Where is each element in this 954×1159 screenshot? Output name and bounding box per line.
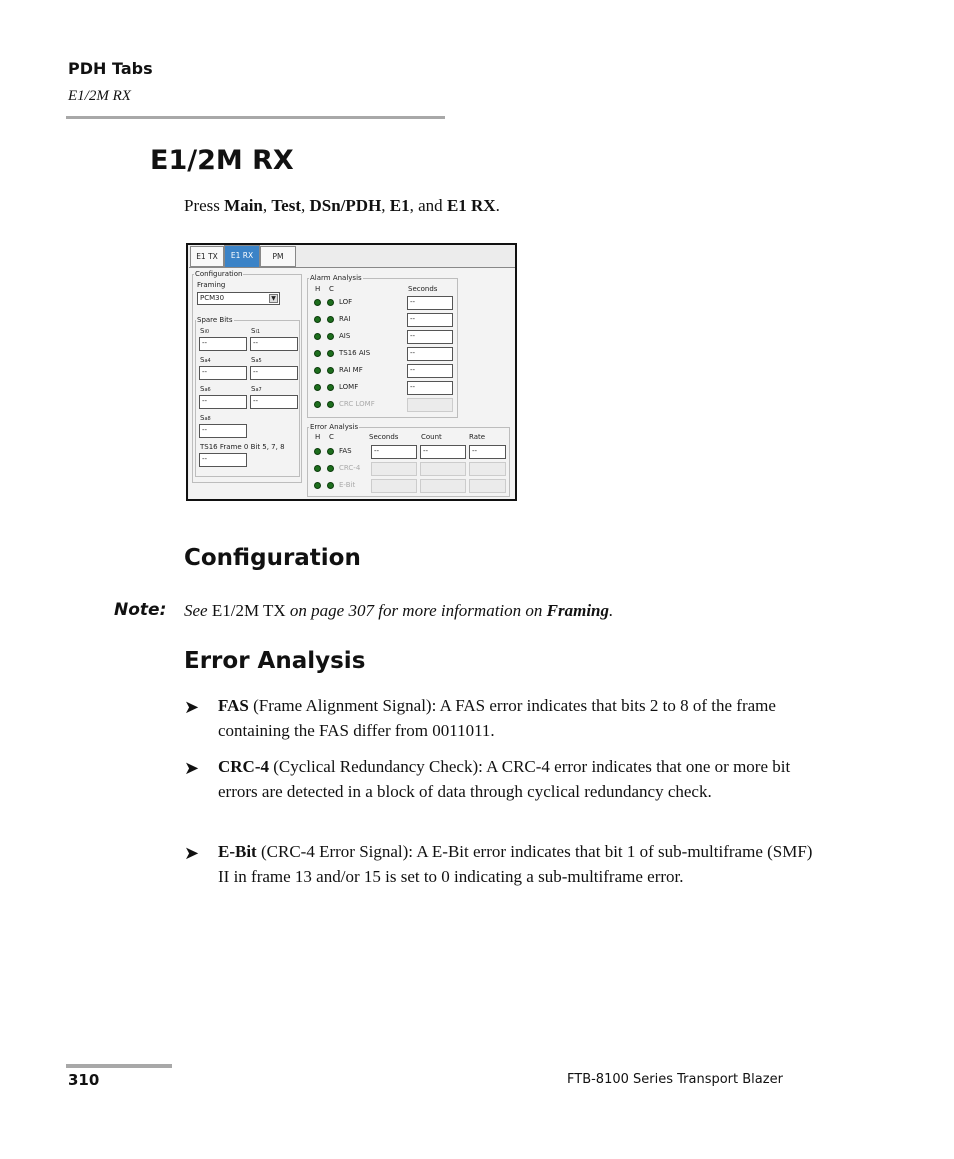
alarm-seconds-field: -- [407, 381, 453, 395]
alarm-name: LOF [339, 298, 353, 306]
intro-item-e1rx: E1 RX [446, 196, 496, 215]
error-count-field [420, 462, 466, 476]
framing-value: PCM30 [200, 294, 225, 302]
spare-bit-label: Sa8 [200, 414, 211, 422]
spare-bit-sa6-field[interactable]: -- [199, 395, 247, 409]
alarm-name: AIS [339, 332, 351, 340]
error-history-led [314, 482, 321, 489]
intro-sep: , [381, 196, 390, 215]
error-count-field: -- [420, 445, 466, 459]
chevron-down-icon[interactable]: ▼ [269, 294, 278, 303]
note-label: Note: [114, 600, 167, 620]
alarm-history-led [314, 350, 321, 357]
error-seconds-field [371, 462, 417, 476]
error-col-h: H [315, 433, 321, 441]
bullet-term: E-Bit [218, 842, 257, 861]
error-current-led [327, 448, 334, 455]
intro-and: , and [409, 196, 447, 215]
intro-end: . [495, 196, 500, 215]
configuration-group-label: Configuration [195, 270, 243, 278]
alarm-history-led [314, 333, 321, 340]
error-name: CRC-4 [339, 464, 361, 472]
spare-bit-label: Sa7 [251, 385, 262, 393]
intro-paragraph [184, 196, 500, 216]
framing-label: Framing [197, 281, 226, 289]
spare-bit-label: Sa5 [251, 356, 262, 364]
intro-sep: , [262, 196, 272, 215]
alarm-name: TS16 AIS [339, 349, 371, 357]
alarm-history-led [314, 367, 321, 374]
intro-press: Press [184, 196, 225, 215]
error-seconds-field [371, 479, 417, 493]
error-rate-field: -- [469, 445, 506, 459]
error-name: FAS [339, 447, 352, 455]
alarm-analysis-label: Alarm Analysis [310, 274, 362, 282]
error-name: E-Bit [339, 481, 356, 489]
note-mid: on page 307 for more information on [285, 601, 547, 620]
alarm-col-h: H [315, 285, 321, 293]
alarm-name: CRC LOMF [339, 400, 375, 408]
spare-bits-label: Spare Bits [197, 316, 233, 324]
note-text [184, 601, 613, 621]
alarm-name: RAI MF [339, 366, 363, 374]
bullet-arrow-icon: ➤ [184, 843, 200, 863]
header-rule [66, 116, 445, 119]
framing-select[interactable] [197, 292, 280, 305]
alarm-name: RAI [339, 315, 351, 323]
alarm-seconds-field [407, 398, 453, 412]
alarm-seconds-field: -- [407, 364, 453, 378]
error-rate-field [469, 479, 506, 493]
bullet-arrow-icon: ➤ [184, 697, 200, 717]
intro-item-test: Test [271, 196, 301, 215]
spare-bit-label: Si0 [200, 327, 210, 335]
error-col-seconds: Seconds [369, 433, 399, 441]
error-analysis-label: Error Analysis [310, 423, 359, 431]
spare-bit-si0-field[interactable]: -- [199, 337, 247, 351]
alarm-current-led [327, 350, 334, 357]
alarm-col-seconds: Seconds [408, 285, 438, 293]
error-col-c: C [329, 433, 334, 441]
bullet-term: CRC-4 [218, 757, 269, 776]
spare-bit-label: Sa6 [200, 385, 211, 393]
note-see: See [184, 601, 212, 620]
error-seconds-field: -- [371, 445, 417, 459]
error-count-field [420, 479, 466, 493]
ts16-label: TS16 Frame 0 Bit 5, 7, 8 [200, 443, 285, 451]
alarm-current-led [327, 401, 334, 408]
spare-bit-sa4-field[interactable]: -- [199, 366, 247, 380]
e1-rx-screenshot [186, 243, 517, 501]
page-number: 310 [68, 1071, 100, 1089]
spare-bit-sa8-field[interactable]: -- [199, 424, 247, 438]
alarm-history-led [314, 384, 321, 391]
running-header-subsection: E1/2M RX [68, 88, 131, 104]
note-term: Framing [546, 601, 610, 620]
page-title: E1/2M RX [150, 145, 294, 176]
bullet-desc: (Frame Alignment Signal): A FAS error indicates that bits 2 to 8 of the frame containing the FAS differ from 0011011. [218, 696, 776, 740]
footer-rule [66, 1064, 172, 1068]
note-end: . [609, 601, 614, 620]
intro-item-e1: E1 [389, 196, 410, 215]
bullet-desc: (Cyclical Redundancy Check): A CRC-4 error indicates that one or more bit errors are detected in a block of data through cyclical redundancy check. [218, 757, 791, 801]
bullet-crc4 [218, 755, 818, 804]
alarm-current-led [327, 367, 334, 374]
bullet-fas [218, 694, 818, 743]
spare-bit-label: Sa4 [200, 356, 211, 364]
bullet-term: FAS [218, 696, 249, 715]
alarm-current-led [327, 333, 334, 340]
spare-bit-sa5-field[interactable]: -- [250, 366, 298, 380]
error-current-led [327, 465, 334, 472]
tab-body [189, 267, 515, 499]
error-col-rate: Rate [469, 433, 486, 441]
running-header-section: PDH Tabs [68, 59, 153, 78]
footer-title: FTB-8100 Series Transport Blazer [567, 1072, 783, 1087]
alarm-name: LOMF [339, 383, 359, 391]
alarm-seconds-field: -- [407, 313, 453, 327]
configuration-heading: Configuration [184, 545, 361, 571]
spare-bit-label: Si1 [251, 327, 261, 335]
error-rate-field [469, 462, 506, 476]
alarm-history-led [314, 316, 321, 323]
ts16-field[interactable]: -- [199, 453, 247, 467]
tab-pm[interactable]: PM [260, 246, 296, 267]
error-current-led [327, 482, 334, 489]
spare-bit-sa7-field[interactable]: -- [250, 395, 298, 409]
error-analysis-heading: Error Analysis [184, 648, 366, 674]
spare-bit-si1-field[interactable]: -- [250, 337, 298, 351]
alarm-current-led [327, 299, 334, 306]
error-history-led [314, 448, 321, 455]
intro-item-main: Main [224, 196, 263, 215]
alarm-seconds-field: -- [407, 347, 453, 361]
alarm-col-c: C [329, 285, 334, 293]
intro-sep: , [301, 196, 310, 215]
bullet-desc: (CRC-4 Error Signal): A E-Bit error indicates that bit 1 of sub-multiframe (SMF) II in frame 13 and/or 15 is set to 0 indicating a sub-multiframe error. [218, 842, 813, 886]
error-col-count: Count [421, 433, 442, 441]
alarm-seconds-field: -- [407, 296, 453, 310]
tab-e1-rx[interactable]: E1 RX [224, 245, 260, 268]
error-history-led [314, 465, 321, 472]
tab-e1-tx[interactable]: E1 TX [190, 246, 224, 267]
bullet-ebit [218, 840, 818, 889]
bullet-arrow-icon: ➤ [184, 758, 200, 778]
alarm-history-led [314, 299, 321, 306]
note-ref-link[interactable]: E1/2M TX [211, 601, 286, 620]
alarm-current-led [327, 316, 334, 323]
intro-item-dsn: DSn/PDH [309, 196, 382, 215]
alarm-history-led [314, 401, 321, 408]
alarm-seconds-field: -- [407, 330, 453, 344]
alarm-current-led [327, 384, 334, 391]
